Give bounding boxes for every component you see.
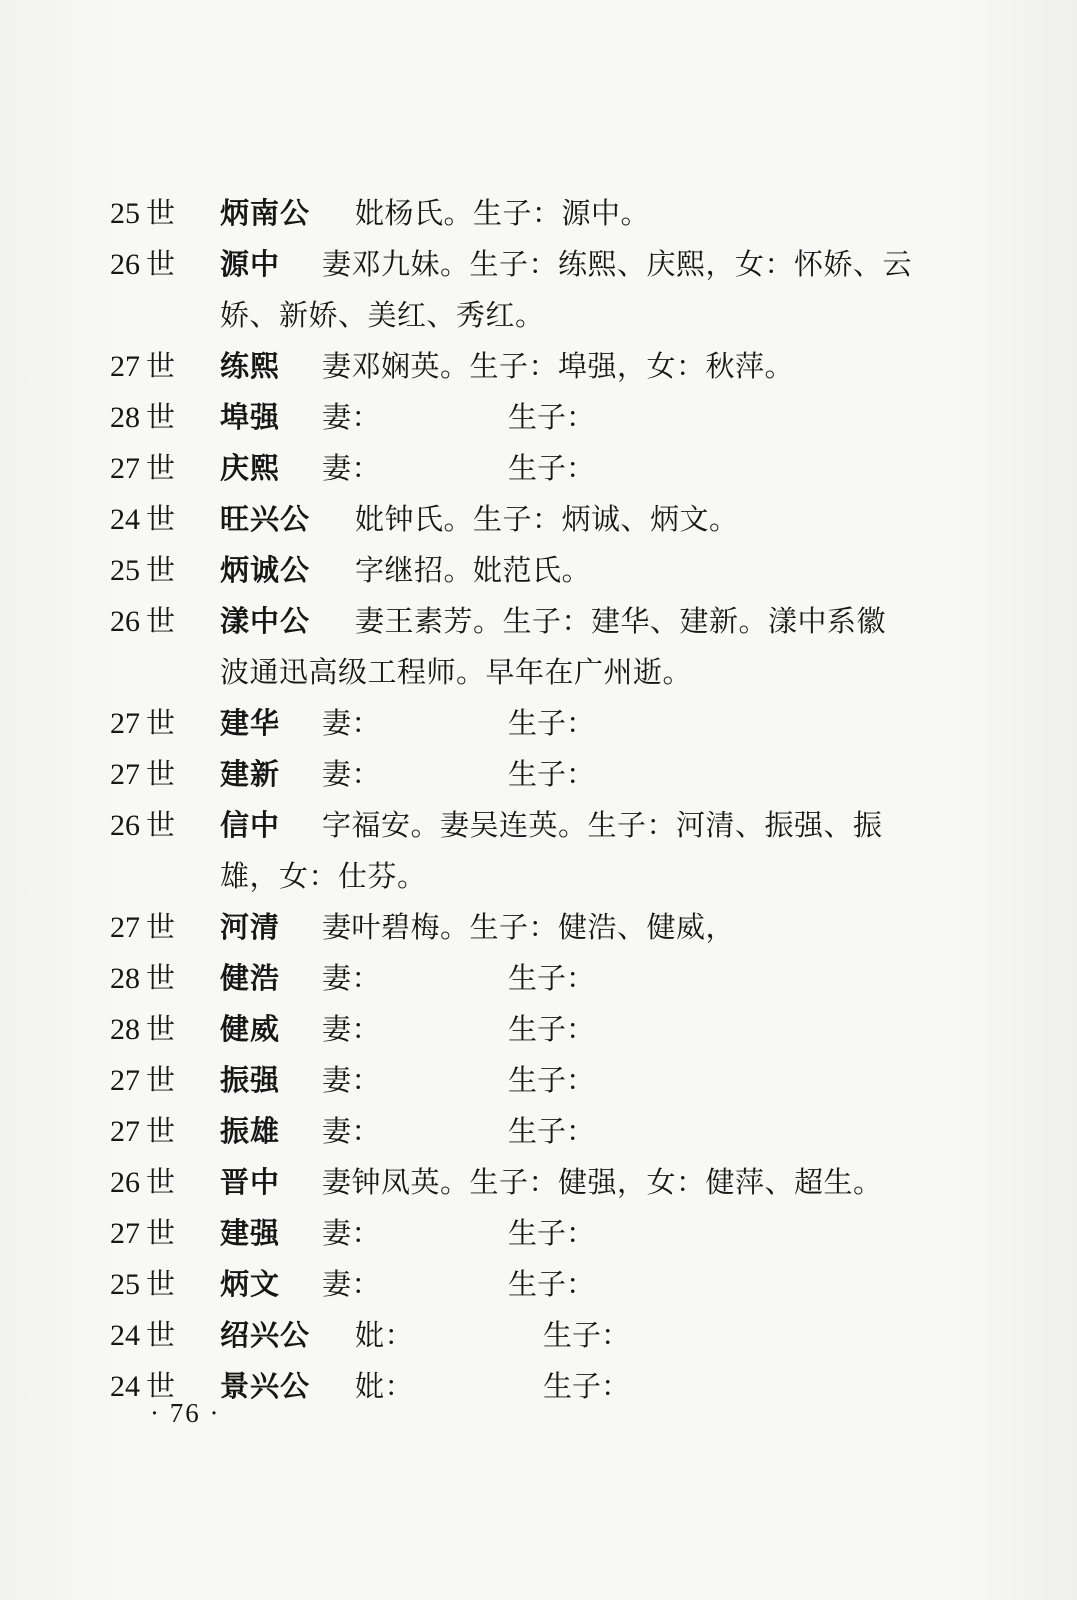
entry-yangzhong	[110, 596, 940, 698]
entry-jianqiang	[110, 1208, 940, 1259]
generation-label: 27 世	[110, 1063, 176, 1097]
person-description: 妻：	[322, 757, 382, 791]
children-label: 生子：	[508, 1012, 596, 1046]
person-description: 妻王素芳。生子：建华、建新。漾中系徽	[355, 604, 887, 638]
generation-label: 26 世	[110, 1165, 176, 1199]
entry-jingxing	[110, 1361, 940, 1412]
person-name: 炳诚公	[220, 553, 311, 587]
entry-buqiang	[110, 392, 940, 443]
person-description: 妻：	[322, 1063, 382, 1097]
person-description-continued: 雄，女：仕芬。	[220, 859, 427, 893]
person-name: 庆熙	[220, 451, 281, 485]
person-name: 炳文	[220, 1267, 281, 1301]
generation-label: 27 世	[110, 910, 176, 944]
children-label: 生子：	[508, 961, 596, 995]
person-name: 河清	[220, 910, 281, 944]
generation-label: 27 世	[110, 349, 176, 383]
children-label: 生子：	[508, 1267, 596, 1301]
person-description: 妣：	[355, 1318, 415, 1352]
person-description: 妻：	[322, 451, 382, 485]
person-name: 源中	[220, 247, 281, 281]
generation-label: 27 世	[110, 757, 176, 791]
page-number: · 76 ·	[150, 1398, 221, 1428]
children-label: 生子：	[508, 451, 596, 485]
person-description: 妻：	[322, 400, 382, 434]
children-label: 生子：	[508, 1216, 596, 1250]
entry-bingwen	[110, 1259, 940, 1310]
person-description: 妻：	[322, 706, 382, 740]
generation-label: 26 世	[110, 808, 176, 842]
person-name: 信中	[220, 808, 281, 842]
children-label: 生子：	[508, 706, 596, 740]
person-description: 妻：	[322, 1267, 382, 1301]
generation-label: 25 世	[110, 196, 176, 230]
entry-jianwei	[110, 1004, 940, 1055]
generation-label: 25 世	[110, 553, 176, 587]
entry-xinzhong	[110, 800, 940, 902]
entry-jinzhong	[110, 1157, 940, 1208]
person-description-continued: 娇、新娇、美红、秀红。	[220, 298, 545, 332]
person-description: 字福安。妻吴连英。生子：河清、振强、振	[322, 808, 883, 842]
children-label: 生子：	[508, 1063, 596, 1097]
generation-label: 25 世	[110, 1267, 176, 1301]
person-description: 妻：	[322, 1114, 382, 1148]
person-description: 妣杨氏。生子：源中。	[355, 196, 651, 230]
person-description: 妻：	[322, 1012, 382, 1046]
generation-label: 28 世	[110, 1012, 176, 1046]
person-description-continued: 波通迅高级工程师。早年在广州逝。	[220, 655, 693, 689]
entry-zhenxiong	[110, 1106, 940, 1157]
person-name: 建强	[220, 1216, 281, 1250]
entry-lianxi	[110, 341, 940, 392]
generation-label: 27 世	[110, 1114, 176, 1148]
person-name: 绍兴公	[220, 1318, 311, 1352]
person-description: 妻：	[322, 1216, 382, 1250]
person-name: 景兴公	[220, 1369, 311, 1403]
entry-bingnan	[110, 188, 940, 239]
person-description: 字继招。妣范氏。	[355, 553, 592, 587]
person-name: 振强	[220, 1063, 281, 1097]
genealogy-entries	[110, 188, 940, 1412]
generation-label: 24 世	[110, 1369, 176, 1403]
generation-label: 27 世	[110, 451, 176, 485]
person-name: 炳南公	[220, 196, 311, 230]
generation-label: 27 世	[110, 1216, 176, 1250]
person-name: 晋中	[220, 1165, 281, 1199]
entry-jianhua	[110, 698, 940, 749]
person-name: 建华	[220, 706, 281, 740]
entry-yuanzhong	[110, 239, 940, 341]
person-name: 建新	[220, 757, 281, 791]
person-name: 振雄	[220, 1114, 281, 1148]
entry-shaoxing	[110, 1310, 940, 1361]
person-description: 妻钟凤英。生子：健强，女：健萍、超生。	[322, 1165, 883, 1199]
entry-jianhao	[110, 953, 940, 1004]
person-description: 妻：	[322, 961, 382, 995]
person-name: 埠强	[220, 400, 281, 434]
entry-bingcheng	[110, 545, 940, 596]
generation-label: 28 世	[110, 961, 176, 995]
generation-label: 27 世	[110, 706, 176, 740]
entry-jianxin	[110, 749, 940, 800]
children-label: 生子：	[508, 400, 596, 434]
entry-zhenqiang	[110, 1055, 940, 1106]
children-label: 生子：	[508, 1114, 596, 1148]
entry-heqing	[110, 902, 940, 953]
person-description: 妻叶碧梅。生子：健浩、健威，	[322, 910, 736, 944]
person-description: 妻邓娴英。生子：埠强，女：秋萍。	[322, 349, 795, 383]
children-label: 生子：	[543, 1318, 631, 1352]
person-name: 旺兴公	[220, 502, 311, 536]
generation-label: 26 世	[110, 604, 176, 638]
entry-qingxi	[110, 443, 940, 494]
person-name: 健浩	[220, 961, 281, 995]
person-description: 妣钟氏。生子：炳诚、炳文。	[355, 502, 739, 536]
generation-label: 24 世	[110, 502, 176, 536]
person-name: 健威	[220, 1012, 281, 1046]
person-name: 漾中公	[220, 604, 311, 638]
entry-wangxing	[110, 494, 940, 545]
children-label: 生子：	[543, 1369, 631, 1403]
generation-label: 28 世	[110, 400, 176, 434]
person-name: 练熙	[220, 349, 281, 383]
generation-label: 26 世	[110, 247, 176, 281]
generation-label: 24 世	[110, 1318, 176, 1352]
person-description: 妣：	[355, 1369, 415, 1403]
children-label: 生子：	[508, 757, 596, 791]
person-description: 妻邓九妹。生子：练熙、庆熙，女：怀娇、云	[322, 247, 913, 281]
